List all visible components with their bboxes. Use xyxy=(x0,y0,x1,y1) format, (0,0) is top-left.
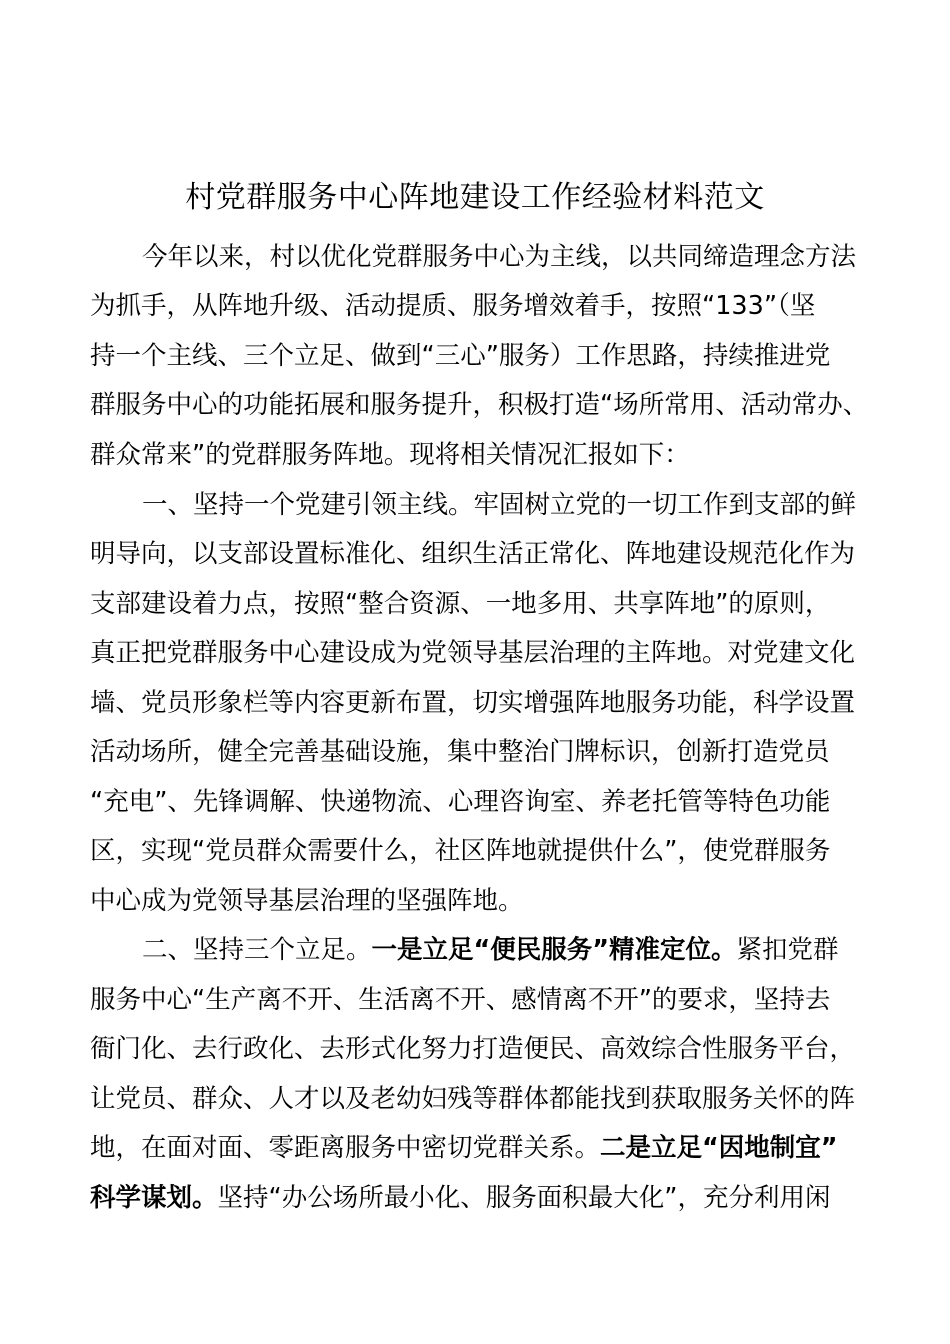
paragraph-line xyxy=(90,975,830,1025)
paragraph-line xyxy=(90,826,830,876)
paragraph-line xyxy=(142,480,856,530)
document-title: 村党群服务中心阵地建设工作经验材料范文 xyxy=(185,180,765,215)
paragraph-line xyxy=(90,1024,855,1074)
line-text: 明导向，以支部设置标准化、组织生活正常化、阵地建设规范化作为 xyxy=(90,539,856,569)
paragraph-line xyxy=(90,281,815,331)
line-text: 二、坚持三个立足。 xyxy=(142,935,372,965)
line-text: 持一个主线、三个立足、做到“三心”服务）工作思路，持续推进党 xyxy=(90,341,831,371)
paragraph-line xyxy=(90,380,868,430)
line-text: 群众常来”的党群服务阵地。现将相关情况汇报如下： xyxy=(90,440,690,470)
line-text: 支部建设着力点，按照“整合资源、一地多用、共享阵地”的原则， xyxy=(90,589,831,619)
line-text: 服务中心“生产离不开、生活离不开、感情离不开”的要求，坚持去 xyxy=(90,985,831,1015)
line-text: 今年以来，村以优化党群服务中心为主线，以共同缔造理念方法 xyxy=(142,242,857,272)
line-text: 墙、党员形象栏等内容更新布置，切实增强阵地服务功能，科学设置 xyxy=(90,688,856,718)
line-text: 紧扣党群 xyxy=(736,935,839,965)
line-text: 地，在面对面、零距离服务中密切党群关系。 xyxy=(90,1133,601,1163)
line-text: 衙门化、去行政化、去形式化努力打造便民、高效综合性服务平台， xyxy=(90,1034,856,1064)
paragraph-line xyxy=(90,1173,830,1223)
line-text: “充电”、先锋调解、快递物流、心理咨询室、养老托管等特色功能 xyxy=(90,787,831,817)
paragraph-line xyxy=(90,678,855,728)
line-text: 坚持“办公场所最小化、服务面积最大化”，充分利用闲 xyxy=(217,1183,831,1213)
paragraph-line xyxy=(90,1123,838,1173)
line-text: 群服务中心的功能拓展和服务提升，积极打造“场所常用、活动常办、 xyxy=(90,390,869,420)
line-text: 中心成为党领导基层治理的坚强阵地。 xyxy=(90,886,524,916)
paragraph-line xyxy=(90,331,830,381)
paragraph-line xyxy=(90,1074,855,1124)
paragraph-line xyxy=(90,430,690,480)
paragraph-line xyxy=(142,925,839,975)
line-text: 活动场所，健全完善基础设施，集中整治门牌标识，创新打造党员 xyxy=(90,737,830,767)
line-text: 让党员、群众、人才以及老幼妇残等群体都能找到获取服务关怀的阵 xyxy=(90,1084,856,1114)
paragraph-line xyxy=(90,876,524,926)
paragraph-line xyxy=(142,232,856,282)
line-text: 区，实现“党员群众需要什么，社区阵地就提供什么”，使党群服务 xyxy=(90,836,831,866)
line-text: 一、坚持一个党建引领主线。牢固树立党的一切工作到支部的鲜 xyxy=(142,490,857,520)
paragraph-line xyxy=(90,628,855,678)
bold-heading-text: 一是立足“便民服务”精准定位。 xyxy=(371,935,737,965)
paragraph-line xyxy=(90,529,855,579)
line-text: 为抓手，从阵地升级、活动提质、服务增效着手，按照“133”（坚 xyxy=(90,291,816,321)
paragraph-line xyxy=(90,579,830,629)
paragraph-line xyxy=(90,777,830,827)
bold-heading-text: 科学谋划。 xyxy=(90,1183,218,1213)
line-text: 真正把党群服务中心建设成为党领导基层治理的主阵地。对党建文化 xyxy=(90,638,856,668)
paragraph-line xyxy=(90,727,830,777)
bold-heading-text: 二是立足“因地制宜” xyxy=(600,1133,838,1163)
